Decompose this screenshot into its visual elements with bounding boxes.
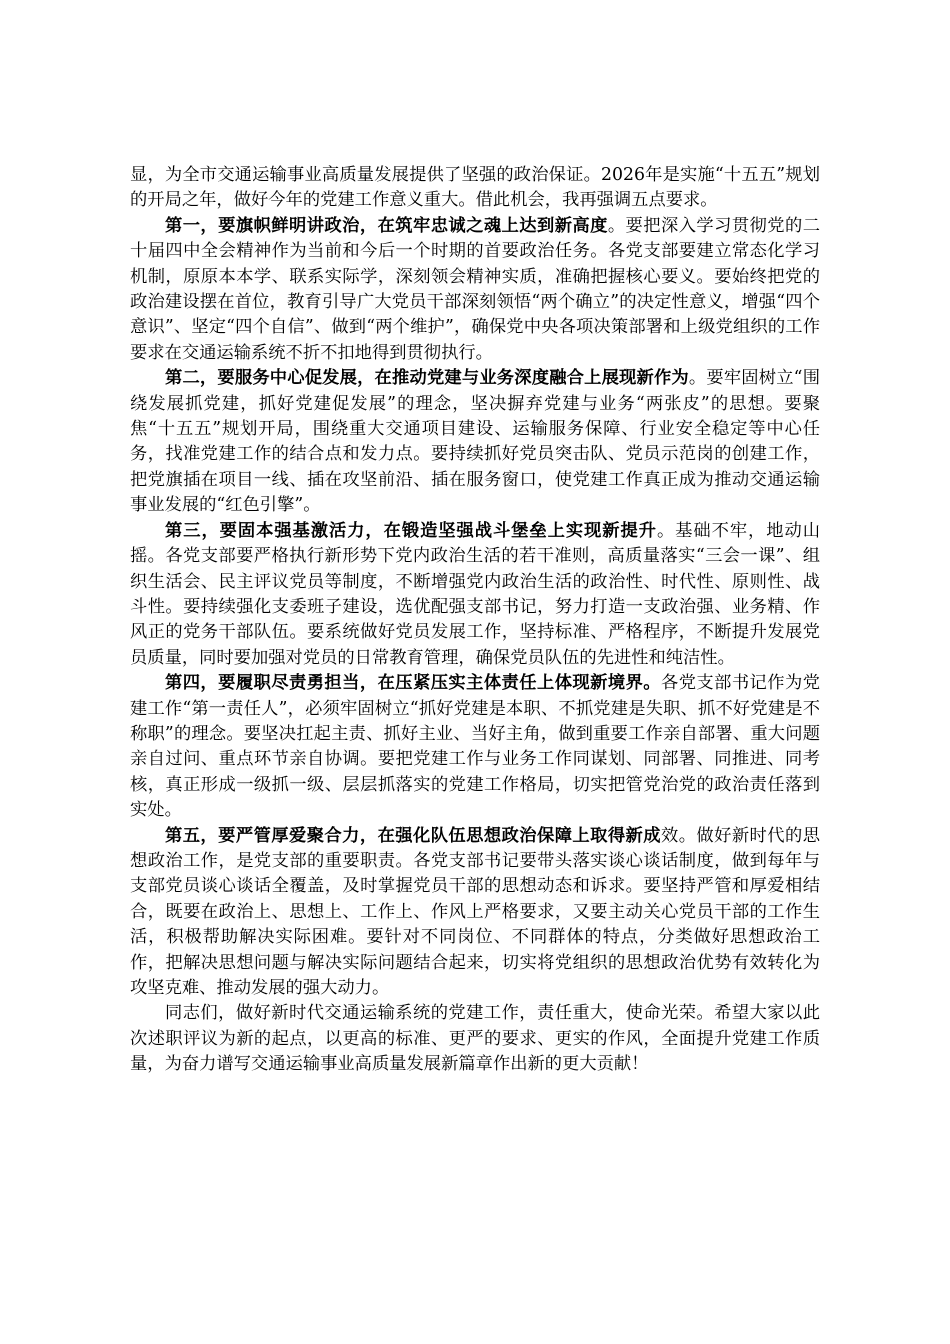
point-lead-1: 第一，要旗帜鲜明讲政治，在筑牢忠诚之魂上达到新高度 <box>165 215 608 236</box>
point-lead-2: 第二，要服务中心促发展，在推动党建与业务深度融合上展现新作为 <box>165 368 689 389</box>
point-body-2: 。要牢固树立“围绕发展抓党建，抓好党建促发展”的理念，坚决摒弃党建与业务“两张皮”的思想。要聚焦“十五五”规划开局，围绕重大交通项目建设、运输服务保障、行业安全稳定等中心任务，找准党建工作的结合点和发力点。要持续抓好党员突击队、党员示范岗的创建工作，把党旗插在项目一线、插在攻坚前沿、插在服务窗口，使党建工作真正成为推动交通运输事业发展的“红色引擎”。 <box>130 368 820 516</box>
point-lead-4: 第四，要履职尽责勇担当，在压紧压实主体责任上体现新境界。 <box>165 673 661 694</box>
point-body-3: 。基础不牢，地动山摇。各党支部要严格执行新形势下党内政治生活的若干准则，高质量落实“三会一课”、组织生活会、民主评议党员等制度，不断增强党内政治生活的政治性、时代性、原则性、战斗性。要持续强化支委班子建设，选优配强支部书记，努力打造一支政治强、业务精、作风正的党务干部队伍。要系统做好党员发展工作，坚持标准、严格程序，不断提升发展党员质量，同时要加强对党员的日常教育管理，确保党员队伍的先进性和纯洁性。 <box>130 520 820 668</box>
point-lead-3: 第三，要固本强基激活力，在锻造坚强战斗堡垒上实现新提升 <box>165 520 657 541</box>
document-body <box>130 163 820 1078</box>
point-lead-5: 第五，要严管厚爱聚合力，在强化队伍思想政治保障上取得新成 <box>165 825 661 846</box>
point-paragraph-4 <box>130 671 820 823</box>
intro-paragraph: 显，为全市交通运输事业高质量发展提供了坚强的政治保证。2026年是实施“十五五”规划的开局之年，做好今年的党建工作意义重大。借此机会，我再强调五点要求。 <box>130 165 820 211</box>
closing-paragraph: 同志们，做好新时代交通运输系统的党建工作，责任重大，使命光荣。希望大家以此次述职评议为新的起点，以更高的标准、更严的要求、更实的作风，全面提升党建工作质量，为奋力谱写交通运输事业高质量发展新篇章作出新的更大贡献！ <box>130 1003 820 1075</box>
point-body-5: 效。做好新时代的思想政治工作，是党支部的重要职责。各党支部书记要带头落实谈心谈话制度，做到每年与支部党员谈心谈话全覆盖，及时掌握党员干部的思想动态和诉求。要坚持严管和厚爱相结合，既要在政治上、思想上、工作上、作风上严格要求，又要主动关心党员干部的工作生活，积极帮助解决实际困难。要针对不同岗位、不同群体的特点，分类做好思想政治工作，把解决思想问题与解决实际问题结合起来，切实将党组织的思想政治优势有效转化为攻坚克难、推动发展的强大动力。 <box>130 825 820 998</box>
point-paragraph-2 <box>130 366 820 518</box>
point-paragraph-3 <box>130 519 820 671</box>
point-paragraph-5 <box>130 824 820 1002</box>
point-paragraph-1 <box>130 214 820 366</box>
point-body-1: 。要把深入学习贯彻党的二十届四中全会精神作为当前和今后一个时期的首要政治任务。各党支部要建立常态化学习机制，原原本本学、联系实际学，深刻领会精神实质，准确把握核心要义。要始终把党的政治建设摆在首位，教育引导广大党员干部深刻领悟“两个确立”的决定性意义，增强“四个意识”、坚定“四个自信”、做到“两个维护”，确保党中央各项决策部署和上级党组织的工作要求在交通运输系统不折不扣地得到贯彻执行。 <box>130 215 820 363</box>
point-body-4: 各党支部书记作为党建工作“第一责任人”，必须牢固树立“抓好党建是本职、不抓党建是失职、抓不好党建是不称职”的理念。要坚决扛起主责、抓好主业、当好主角，做到重要工作亲自部署、重大问题亲自过问、重点环节亲自协调。要把党建工作与业务工作同谋划、同部署、同推进、同考核，真正形成一级抓一级、层层抓落实的党建工作格局，切实把管党治党的政治责任落到实处。 <box>130 673 820 821</box>
